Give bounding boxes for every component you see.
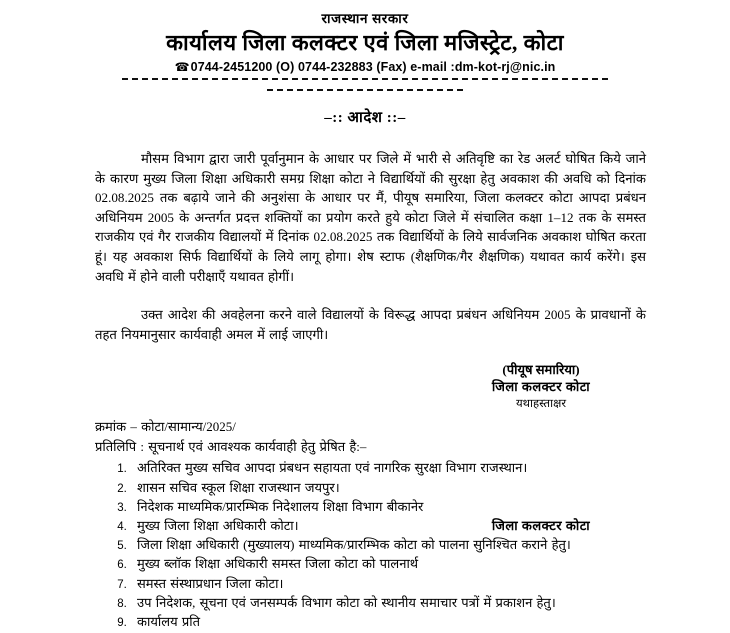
order-heading: –:: आदेश ::– <box>324 110 406 126</box>
letterhead <box>0 0 730 91</box>
list-item: 5. जिला शिक्षा अधिकारी (मुख्यालय) माध्यमिक/प्रारम्भिक कोटा को पालना सुनिश्चित कराने हेतु। <box>131 535 730 554</box>
footer-designation: जिला कलक्टर कोटा <box>491 518 591 533</box>
contact-line <box>0 59 730 75</box>
list-item: 7. समस्त संस्थाप्रधान जिला कोटा। <box>131 574 730 593</box>
list-item: 3. निदेशक माध्यमिक/प्रारम्भिक निदेशालय शिक्षा विभाग बीकानेर <box>131 497 730 516</box>
signature-note: यथाहस्ताक्षर <box>515 398 567 411</box>
list-item: 8. उप निदेशक, सूचना एवं जनसम्पर्क विभाग कोटा को स्थानीय समाचार पत्रों में प्रकाशन हेतु। <box>131 593 730 612</box>
telephone-icon: ☎ <box>174 60 190 74</box>
divider-short <box>267 89 463 91</box>
copy-to-line: प्रतिलिपि : सूचनार्थ एवं आवश्यक कार्यवाही हेतु प्रेषित है:– <box>95 439 367 455</box>
reference-number: क्रमांक – कोटा/सामान्य/2025/ <box>95 419 236 435</box>
divider-long <box>122 78 608 80</box>
order-paragraph-1: मौसम विभाग द्वारा जारी पूर्वानुमान के आधार पर जिले में भारी से अतिवृष्टि का रेड अलर्ट घोषित किये जाने के कारण मुख्य जिला शिक्षा अधिकारी समग्र शिक्षा कोटा ने विद्यार्थियों की सुरक्षा हेतु अवकाश की अवधि को दिनांक 02.08.2025 तक बढ़ाये जाने की अनुशंसा के आधार पर मैं, पीयूष समारिया, जिला कलक्टर कोटा आपदा प्रबंधन अधिनियम 2005 के अन्तर्गत प्रदत्त शक्तियों का प्रयोग करते हुये कोटा जिले में संचालित कक्षा 1–12 तक के समस्त राजकीय एवं गैर राजकीय विद्यालयों में दिनांक 02.08.2025 तक विद्यार्थियों के लिये सार्वजनिक अवकाश घोषित करता हूं। यह अवकाश सिर्फ विद्यार्थियों के लिये लागू होगा। शेष स्टाफ (शैक्षणिक/गैर शैक्षणिक) यथावत कार्य करेंगे। इस अवधि में होने वाली परीक्षाएँ यथावत होगीं। <box>95 151 646 284</box>
government-name: राजस्थान सरकार <box>321 11 409 26</box>
order-body <box>95 149 646 344</box>
signatory-name: (पीयूष समारिया) <box>502 362 580 378</box>
distribution-list <box>95 458 730 631</box>
contact-details: 0744-2451200 (O) 0744-232883 (Fax) e-mail :dm-kot-rj@nic.in <box>190 60 556 74</box>
signature-block <box>436 361 646 413</box>
office-title: कार्यालय जिला कलक्टर एवं जिला मजिस्ट्रेट, कोटा <box>166 30 564 55</box>
list-item: 4. मुख्य जिला शिक्षा अधिकारी कोटा। <box>131 516 730 535</box>
list-item: 6. मुख्य ब्लॉक शिक्षा अधिकारी समस्त जिला कोटा को पालनार्थ <box>131 554 730 573</box>
list-item: 2. शासन सचिव स्कूल शिक्षा राजस्थान जयपुर। <box>131 478 730 497</box>
order-paragraph-2: उक्त आदेश की अवहेलना करने वाले विद्यालयों के विरूद्ध आपदा प्रबंधन अधिनियम 2005 के प्रावधानों के तहत नियमानुसार कार्यवाही अमल में लाई जाएगी। <box>95 307 646 342</box>
signatory-designation: जिला कलक्टर कोटा <box>491 379 591 395</box>
list-item: 9. कार्यालय प्रति <box>131 612 730 631</box>
list-item: 1. अतिरिक्त मुख्य सचिव आपदा प्रंबधन सहायता एवं नागरिक सुरक्षा विभाग राजस्थान। <box>131 458 730 477</box>
